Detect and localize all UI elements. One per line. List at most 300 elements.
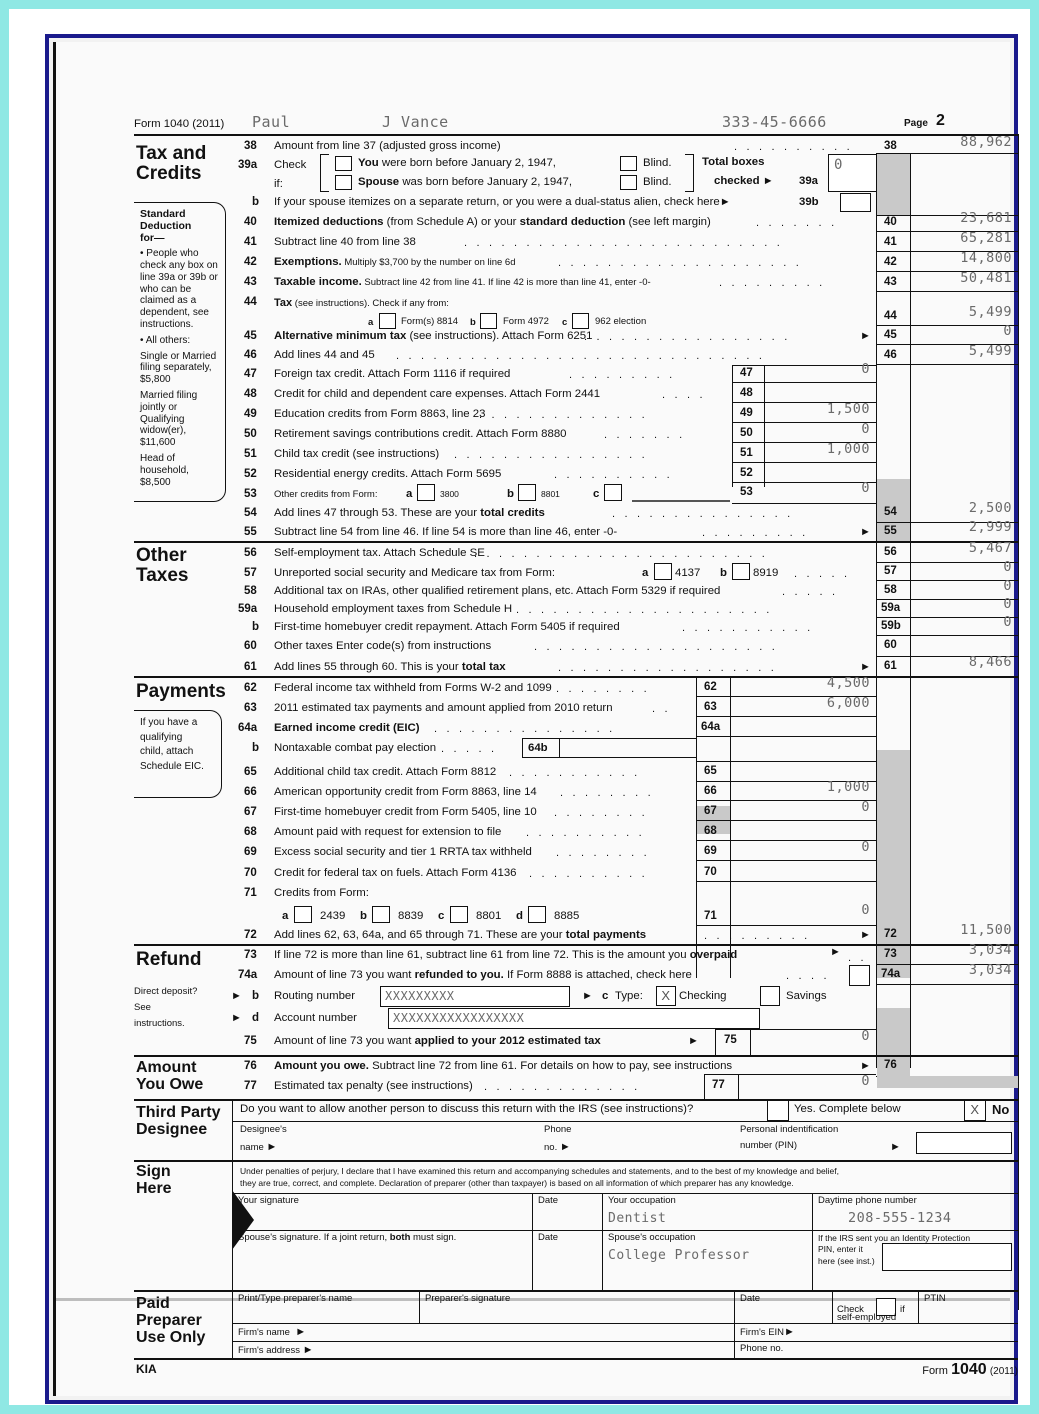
line-63-text: 2011 estimated tax payments and amount applied from 2010 return: [274, 702, 613, 714]
line-70-rule: [696, 881, 876, 882]
your-occupation-label: Your occupation: [608, 1195, 676, 1206]
line-50-amount: 0: [861, 421, 870, 437]
direct-deposit-note-l1: Direct deposit?: [134, 986, 198, 997]
checkbox-form-8801-71[interactable]: [450, 906, 468, 923]
line-67-leader: . . . . . . . .: [554, 807, 648, 819]
line-47-rule: [732, 382, 876, 383]
line-45-box-label: 45: [884, 329, 897, 341]
preparer-sig-col-rule: [419, 1290, 420, 1323]
refund-top-rule: [134, 944, 1018, 946]
line-64b-box-label: 64b: [528, 742, 548, 754]
line-73-box-label: 73: [884, 948, 897, 960]
shaded-cell-77: [877, 1076, 1018, 1088]
total-boxes-label-2: checked ►: [714, 175, 774, 187]
line-56-text: Self-employment tax. Attach Schedule SE: [274, 547, 485, 559]
triangle-right-icon-55: ►: [860, 526, 871, 538]
line-55-number: 55: [244, 526, 257, 538]
taxpayer-ssn: 333-45-6666: [722, 113, 827, 131]
signature-date-label-2: Date: [538, 1232, 559, 1243]
perjury-line-2: they are true, correct, and complete. Declaration of preparer (other than taxpayer) is based on all information of which preparer has any knowledge.: [240, 1178, 794, 1189]
line-44-c-label: c: [562, 317, 568, 328]
routing-number-field[interactable]: [380, 986, 570, 1007]
line-71-number: 71: [244, 887, 257, 899]
line-68-leader: . . . . . . . . . .: [526, 827, 645, 839]
footer-form-number: 1040: [951, 1361, 987, 1378]
line-42-box-label: 42: [884, 256, 897, 268]
preparer-check-if-label: if: [900, 1304, 905, 1315]
line-39a-spouse-text: Spouse was born before January 2, 1947,: [358, 176, 573, 188]
section-tax-and-credits: Tax and Credits: [136, 143, 207, 184]
line-44-box-label: 44: [884, 310, 897, 322]
line-76-box-label: 76: [884, 1059, 897, 1071]
form-header-label: Form 1040 (2011): [134, 118, 225, 130]
line-55-leader: . . . . . . . . .: [702, 527, 809, 539]
checkbox-you-born-before-1947[interactable]: [335, 156, 352, 171]
line-64a-leader: . . . . . . . . . . . . . . .: [434, 723, 616, 735]
line-59a-box-label: 59a: [881, 602, 901, 614]
triangle-right-icon-73: ►: [830, 946, 841, 958]
line-43-text: Taxable income. Subtract line 42 from line 41. If line 42 is more than line 41, enter -0-: [274, 276, 651, 288]
line-48-box-label: 48: [740, 387, 753, 399]
line-41-amount: 65,281: [960, 230, 1012, 246]
line-45-number: 45: [244, 330, 257, 342]
perjury-statement: [240, 1165, 1010, 1190]
line-55-text: Subtract line 54 from line 46. If line 54 is more than line 46, enter -0-: [274, 526, 618, 538]
checkbox-you-blind[interactable]: [620, 156, 637, 171]
line-70-leader: . . . . . . . . . .: [529, 868, 648, 880]
triangle-right-icon-designee: ►: [266, 1141, 278, 1153]
line-77-box-label: 77: [712, 1079, 725, 1091]
spouse-occupation-label: Spouse's occupation: [608, 1232, 696, 1243]
line-74a-box-label: 74a: [881, 968, 901, 980]
line-64a-rule: [696, 736, 876, 737]
line-61-amount: 8,466: [968, 654, 1012, 670]
line-46-rule: [876, 364, 1018, 365]
line-56-number: 56: [244, 547, 257, 559]
line-53-write-in-rule: [632, 500, 730, 502]
line-49-box-label: 49: [740, 407, 753, 419]
section-refund: Refund: [136, 949, 202, 970]
preparer-check-label-2: self-employed: [837, 1312, 897, 1323]
line-69-rule: [696, 860, 876, 861]
footer-kia: KIA: [136, 1362, 157, 1376]
triangle-right-icon-firm-name: ►: [295, 1326, 307, 1338]
line-75-amount: 0: [861, 1028, 870, 1044]
form-1040-page-2: [134, 110, 1018, 1378]
line-65-leader: . . . . . . . . . . .: [509, 767, 641, 779]
checkbox-spouse-blind[interactable]: [620, 175, 637, 190]
line-56-leader: . . . . . . . . . . . . . . . . . . . . . . . .: [474, 548, 769, 560]
account-number-field[interactable]: [388, 1008, 760, 1029]
line-52-box-label: 52: [740, 467, 753, 479]
checkbox-39b[interactable]: [840, 193, 871, 212]
line-43-box-label: 43: [884, 276, 897, 288]
line-77-number: 77: [244, 1080, 257, 1092]
line-40-leader: . . . . . . .: [756, 217, 838, 229]
line-42-leader: . . . . . . . . . . . . . . . . . . . .: [558, 257, 802, 269]
line-77-leader: . . . . . . . . . . . . .: [484, 1081, 641, 1093]
line-73-leader: . .: [848, 952, 867, 964]
line-45-leader: . . . . . . . . . . . . . . . . .: [584, 331, 791, 343]
line-57-b-label: b: [720, 567, 727, 579]
checkbox-spouse-born-before-1947[interactable]: [335, 175, 352, 190]
line-59b-number: b: [252, 621, 260, 633]
line-51-leader: . . . . . . . . . . . . . . . .: [454, 449, 648, 461]
line-71-a-label: a: [282, 910, 289, 922]
line-58-leader: . . . . .: [782, 586, 839, 598]
line-59b-text: First-time homebuyer credit repayment. Attach Form 5405 if required: [274, 621, 620, 633]
line-47-amount: 0: [861, 361, 870, 377]
other-taxes-top-rule: [134, 541, 1018, 543]
line-45-amount: 0: [1003, 323, 1012, 339]
line-77-text: Estimated tax penalty (see instructions): [274, 1080, 473, 1092]
triangle-right-icon: ►: [762, 175, 774, 187]
std-ded-item-3: Head of household, $8,500: [140, 452, 189, 488]
line-39a-left-brace: [320, 154, 329, 192]
checkbox-962-election[interactable]: [572, 313, 589, 329]
line-64b-divider: [559, 739, 560, 758]
sign-here-top-rule: [134, 1160, 1018, 1162]
preparer-date-col-rule: [734, 1290, 735, 1323]
line-53-b-form: 8801: [541, 489, 560, 499]
line-42-amount: 14,800: [960, 250, 1012, 266]
line-50-number: 50: [244, 428, 257, 440]
line-67-box-label: 67: [704, 805, 717, 817]
line-59a-amount: 0: [1003, 596, 1012, 612]
line-61-text: Add lines 55 through 60. This is your total tax: [274, 661, 506, 673]
checkbox-form-4972[interactable]: [480, 313, 497, 329]
line-64b-rule: [696, 761, 876, 762]
line-43-number: 43: [244, 276, 257, 288]
line-51-number: 51: [244, 448, 257, 460]
line-53-c-label: c: [593, 488, 600, 500]
line-62-amount: 4,500: [826, 675, 870, 691]
checkbox-other-credit-write-in[interactable]: [604, 484, 622, 501]
line-39b-box-label: 39b: [799, 196, 819, 208]
line-50-box-label: 50: [740, 427, 753, 439]
line-75-text: Amount of line 73 you want applied to your 2012 estimated tax: [274, 1035, 601, 1047]
line-39a-you-text: You were born before January 2, 1947,: [358, 157, 556, 169]
line-39a-count-box[interactable]: [828, 154, 877, 192]
preparer-rule-1: [232, 1323, 1018, 1324]
designee-pin-label-2: number (PIN): [740, 1140, 798, 1151]
line-72-number: 72: [244, 929, 257, 941]
line-74a-text: Amount of line 73 you want refunded to you. If Form 8888 is attached, check here: [274, 969, 692, 981]
page-number: 2: [936, 112, 945, 129]
line-56-box-label: 56: [884, 546, 897, 558]
triangle-right-icon-76: ►: [860, 1060, 871, 1072]
line-64b-number: b: [252, 742, 260, 754]
savings-label: Savings: [786, 990, 827, 1002]
line-46-number: 46: [244, 349, 257, 361]
line-59b-box-label: 59b: [881, 620, 901, 632]
triangle-right-icon-pin: ►: [890, 1141, 901, 1153]
preparer-rule-2: [232, 1341, 1018, 1342]
checkbox-form-8919[interactable]: [732, 563, 750, 580]
designee-pin-field[interactable]: [916, 1132, 1012, 1154]
line-69-text: Excess social security and tier 1 RRTA tax withheld: [274, 846, 532, 858]
designee-name-label-2: name ►: [240, 1141, 278, 1153]
line-60-leader: . . . . . . . . . . . . . . . . . . . .: [534, 641, 778, 653]
preparer-check-col-rule: [832, 1290, 833, 1323]
signature-date-col-rule: [532, 1193, 533, 1290]
line-47-box-label: 47: [740, 367, 753, 379]
section-sign-here: Sign Here: [136, 1163, 172, 1197]
line-47-number: 47: [244, 368, 257, 380]
line-44-a-form: Form(s) 8814: [401, 316, 459, 327]
line-75-box-left-rule: [715, 1029, 716, 1055]
line-58-number: 58: [244, 585, 257, 597]
ip-pin-l2: PIN, enter it: [818, 1244, 863, 1255]
checkbox-form-4137[interactable]: [654, 563, 672, 580]
line-59b-amount: 0: [1003, 614, 1012, 630]
line-71-box-label: 71: [704, 910, 717, 922]
line-61-box-label: 61: [884, 660, 897, 672]
signature-phone-col-rule: [812, 1193, 813, 1290]
line-57-amount: 0: [1003, 559, 1012, 575]
triangle-right-icon-72: ►: [860, 929, 871, 941]
line-57-leader: . . . . .: [794, 568, 851, 580]
std-ded-item-1: Single or Married filing separately, $5,800: [140, 350, 217, 386]
checkbox-form-8839[interactable]: [372, 906, 390, 923]
line-55-box-label: 55: [884, 525, 897, 537]
line-48-leader: . . . .: [662, 389, 706, 401]
line-75-number: 75: [244, 1035, 257, 1047]
line-74a-leader: . . . .: [786, 970, 830, 982]
line-39b-text: If your spouse itemizes on a separate return, or you were a dual-status alien, check here►: [274, 196, 731, 208]
amount-owe-top-rule: [134, 1055, 1018, 1057]
line-73-text: If line 72 is more than line 61, subtract line 61 from line 72. This is the amount you overpaid: [274, 949, 738, 961]
line-66-box-label: 66: [704, 785, 717, 797]
preparer-phone-label: Phone no.: [740, 1343, 784, 1354]
header-rule: [134, 134, 1018, 136]
third-party-left-rule: [232, 1099, 233, 1160]
line-72-box-label: 72: [884, 928, 897, 940]
line-67-rule: [696, 820, 876, 821]
signature-date-label-1: Date: [538, 1195, 559, 1206]
line-74b-label: Routing number: [274, 990, 356, 1002]
line-60-box-label: 60: [884, 639, 897, 651]
designee-name-label-1: Designee's: [240, 1124, 287, 1135]
line-46-text: Add lines 44 and 45: [274, 349, 375, 361]
line-62-number: 62: [244, 682, 257, 694]
line-63-rule: [696, 716, 876, 717]
line-46-amount: 5,499: [968, 343, 1012, 359]
checkbox-savings[interactable]: [760, 986, 780, 1006]
line-76-text: Amount you owe. Subtract line 72 from line 61. For details on how to pay, see instructions: [274, 1060, 733, 1072]
sign-here-rule-1: [232, 1193, 1018, 1194]
line-53-box-label: 53: [740, 486, 753, 498]
line-62-leader: . . . . . . . .: [556, 683, 650, 695]
ip-pin-field[interactable]: [882, 1243, 1012, 1271]
line-71-amount: 0: [861, 902, 870, 918]
triangle-right-icon-39b: ►: [719, 196, 731, 208]
line-67-text: First-time homebuyer credit from Form 5405, line 10: [274, 806, 537, 818]
checkbox-third-party-no[interactable]: [964, 1100, 986, 1121]
line-75-box-label: 75: [724, 1034, 737, 1046]
line-52-number: 52: [244, 468, 257, 480]
line-71-b-form: 8839: [398, 910, 424, 922]
line-39a-blind-1: Blind.: [643, 157, 672, 169]
line-53-amount: 0: [861, 480, 870, 496]
line-53-text: Other credits from Form:: [274, 489, 378, 500]
third-party-mid-rule: [232, 1121, 1018, 1122]
perjury-line-1: Under penalties of perjury, I declare that I have examined this return and accompanying schedules and statements, and to the best of my knowledge and belief,: [240, 1166, 839, 1176]
line-43-leader: . . . . . . . . .: [719, 277, 826, 289]
line-69-box-label: 69: [704, 845, 717, 857]
line-69-number: 69: [244, 846, 257, 858]
std-ded-item-2: Married filing jointly or Qualifying widow(er), $11,600: [140, 389, 198, 449]
triangle-right-icon-45: ►: [860, 330, 871, 342]
section-other-taxes: Other Taxes: [136, 545, 189, 586]
line-74d-label: Account number: [274, 1012, 357, 1024]
line-63-leader: . .: [652, 703, 671, 715]
line-57-number: 57: [244, 567, 257, 579]
line-60-number: 60: [244, 640, 257, 652]
std-ded-title3: for—: [140, 232, 165, 245]
eic-note-l1: If you have a: [140, 717, 198, 728]
spouse-occupation-value: College Professor: [608, 1248, 750, 1263]
footer-form-label: [922, 1361, 1018, 1379]
line-59a-text: Household employment taxes from Schedule H: [274, 603, 513, 615]
line-38-amount: 88,962: [960, 134, 1012, 150]
line-70-box-label: 70: [704, 866, 717, 878]
line-53-a-form: 3800: [440, 489, 459, 499]
line-53-number: 53: [244, 488, 257, 500]
line-65-text: Additional child tax credit. Attach Form 8812: [274, 766, 497, 778]
line-57-b-form: 8919: [753, 567, 779, 579]
line-74a-number: 74a: [238, 969, 258, 981]
checkbox-form-8814[interactable]: [379, 313, 396, 329]
checkbox-third-party-yes[interactable]: [767, 1100, 789, 1121]
checkbox-form-8885[interactable]: [528, 906, 546, 923]
line-71-text: Credits from Form:: [274, 887, 369, 899]
line-44-number: 44: [244, 296, 257, 308]
third-party-yes-label: Yes. Complete below: [794, 1103, 901, 1115]
line-47-leader: . . . . . . . . .: [569, 369, 676, 381]
line-74d-number: d: [252, 1012, 260, 1024]
eic-note-l4: Schedule EIC.: [140, 760, 204, 772]
spouse-signature-label: Spouse's signature. If a joint return, both must sign.: [238, 1232, 457, 1243]
triangle-right-icon-firm-address: ►: [302, 1344, 314, 1356]
line-54-leader: . . . . . . . . . . . . . . .: [612, 508, 794, 520]
line-61-number: 61: [244, 661, 257, 673]
direct-deposit-note-l2: See: [134, 1002, 151, 1014]
std-ded-title2: Deduction: [140, 220, 192, 233]
line-59b-rule: [876, 635, 1018, 636]
line-39a-right-brace: [685, 154, 694, 192]
line-54-text: Add lines 47 through 53. These are your total credits: [274, 507, 545, 519]
checkbox-form-8801[interactable]: [518, 484, 536, 501]
inner-navy-frame: [45, 34, 1018, 1404]
line-71-a-form: 2439: [320, 910, 346, 922]
line-69-leader: . . . . . . . .: [556, 847, 650, 859]
line-40-text: Itemized deductions (from Schedule A) or your standard deduction (see left margin): [274, 216, 711, 228]
line-56-amount: 5,467: [968, 540, 1012, 556]
section-payments: Payments: [136, 681, 226, 702]
line-49-text: Education credits from Form 8863, line 23: [274, 408, 486, 420]
line-39a-blind-2: Blind.: [643, 176, 672, 188]
line-57-box-label: 57: [884, 565, 897, 577]
line-66-text: American opportunity credit from Form 8863, line 14: [274, 786, 537, 798]
line-44-c-form: 962 election: [595, 316, 647, 327]
line-38-rule: [876, 153, 1018, 154]
line-64b-leader: . . . . .: [441, 743, 498, 755]
footer-top-rule: [134, 1358, 1018, 1360]
line-76-number: 76: [244, 1060, 257, 1072]
line-44-b-form: Form 4972: [503, 316, 549, 327]
line-58-box-label: 58: [884, 584, 897, 596]
designee-phone-label-1: Phone: [544, 1124, 572, 1135]
line-38-leader: . . . . . . . . . .: [734, 141, 853, 153]
direct-deposit-note-l3: instructions.: [134, 1018, 185, 1030]
line-53-b-label: b: [507, 488, 514, 500]
your-signature-label: Your signature: [238, 1195, 299, 1206]
total-boxes-label-1: Total boxes: [702, 156, 765, 168]
line-52-leader: . . . . . . . . . .: [554, 469, 673, 481]
line-77-box-left-rule: [704, 1074, 705, 1099]
line-74a-rule: [876, 984, 1018, 985]
line-64b-entry-box[interactable]: [522, 738, 696, 758]
line-54-box-label: 54: [884, 506, 897, 518]
line-64b-text: Nontaxable combat pay election: [274, 742, 437, 754]
line-73-amount: 3,034: [968, 942, 1012, 958]
line-64a-box-label: 64a: [701, 721, 721, 733]
line-54-amount: 2,500: [968, 500, 1012, 516]
your-occupation-value: Dentist: [608, 1211, 667, 1226]
std-ded-title1: Standard: [140, 208, 186, 220]
third-party-question: Do you want to allow another person to discuss this return with the IRS (see instructions)?: [240, 1103, 694, 1115]
line-72-text: Add lines 62, 63, 64a, and 65 through 71. These are your total payments: [274, 929, 647, 941]
line-38-box-label: 38: [884, 140, 897, 152]
line-62-text: Federal income tax withheld from Forms W-2 and 1099: [274, 682, 552, 694]
line-64a-text: Earned income credit (EIC): [274, 722, 420, 734]
line-39a-check-label: Check: [274, 159, 307, 171]
line-68-number: 68: [244, 826, 257, 838]
triangle-right-icon-phone: ►: [559, 1141, 571, 1153]
line-67-number: 67: [244, 806, 257, 818]
line-70-text: Credit for federal tax on fuels. Attach Form 4136: [274, 867, 517, 879]
line-65-number: 65: [244, 766, 257, 778]
line-66-number: 66: [244, 786, 257, 798]
line-38-number: 38: [244, 140, 257, 152]
triangle-right-icon-firm-ein: ►: [784, 1326, 795, 1338]
line-63-amount: 6,000: [826, 695, 870, 711]
line-71-b-label: b: [360, 910, 367, 922]
triangle-right-icon-74c: ►: [582, 990, 593, 1002]
line-59a-number: 59a: [238, 603, 258, 615]
line-63-number: 63: [244, 702, 257, 714]
line-48-number: 48: [244, 388, 257, 400]
checkbox-form-3800[interactable]: [417, 484, 435, 501]
line-66-amount: 1,000: [826, 779, 870, 795]
line-49-number: 49: [244, 408, 257, 420]
line-44-a-label: a: [368, 317, 374, 328]
checkbox-form-2439[interactable]: [294, 906, 312, 923]
line-71-d-label: d: [516, 910, 523, 922]
line-64a-number: 64a: [238, 722, 258, 734]
checkbox-form-8888[interactable]: [849, 965, 870, 986]
line-73-number: 73: [244, 949, 257, 961]
line-41-text: Subtract line 40 from line 38: [274, 236, 416, 248]
line-59a-leader: . . . . . . . . . . . . . . . . . . . . .: [516, 604, 773, 616]
triangle-right-icon-74d: ►: [231, 1012, 242, 1024]
preparer-ptin-label: PTIN: [924, 1293, 946, 1304]
line-50-leader: . . . . . . .: [604, 429, 686, 441]
line-39a-if-label: if:: [274, 178, 283, 190]
line-71-c-form: 8801: [476, 910, 502, 922]
checkbox-checking[interactable]: [656, 986, 676, 1006]
